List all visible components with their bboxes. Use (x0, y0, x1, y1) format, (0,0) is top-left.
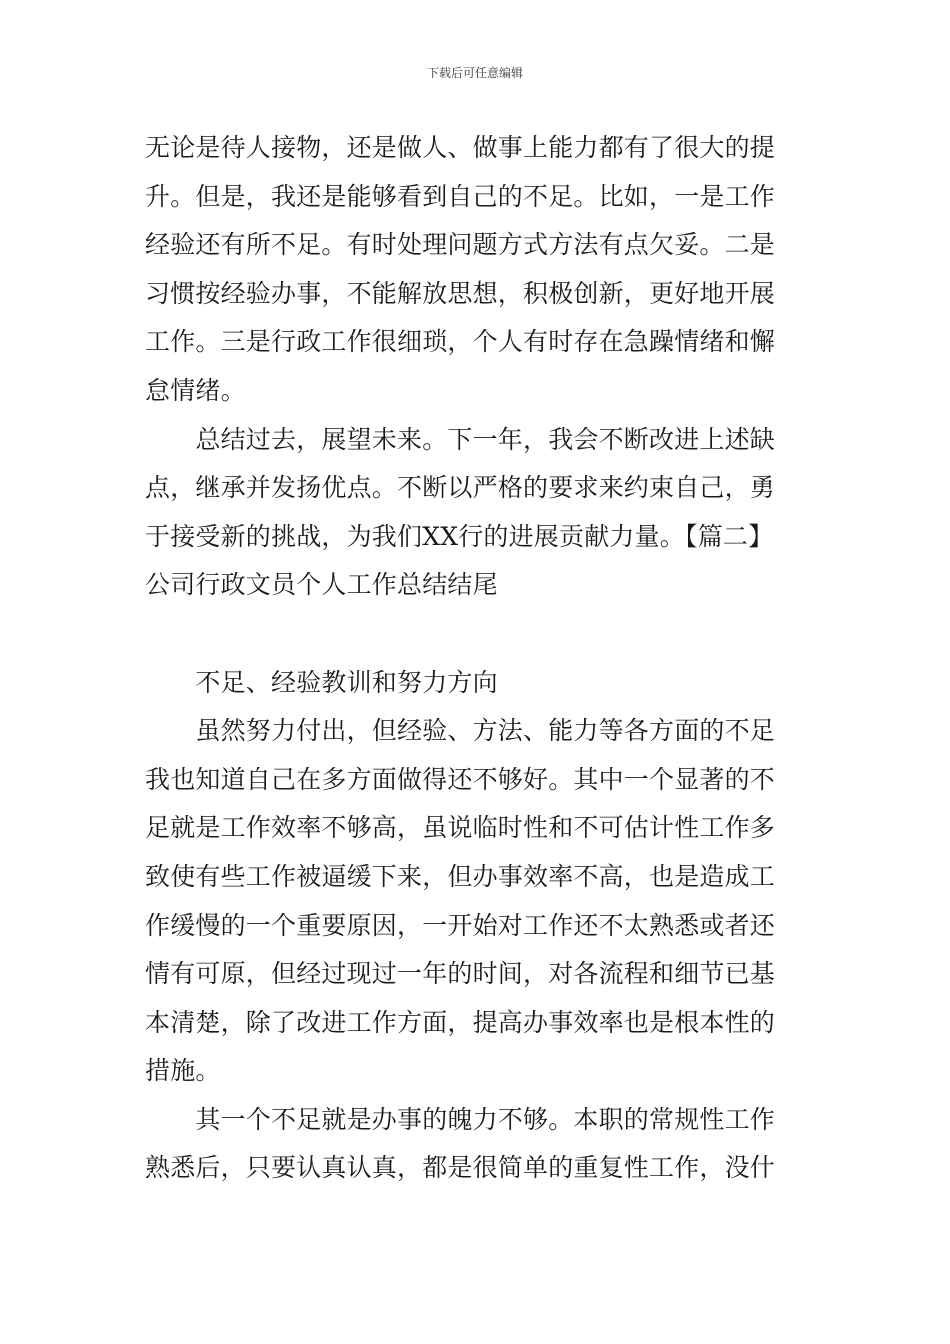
text-line: 习惯按经验办事，不能解放思想，积极创新，更好地开展 (145, 278, 776, 308)
text-line: 虽然努力付出，但经验、方法、能力等各方面的不足 (145, 716, 776, 746)
page-header-note: 下载后可任意编辑 (426, 66, 523, 80)
document-body (145, 124, 805, 1193)
text-line: 升。但是，我还是能够看到自己的不足。比如，一是工作 (145, 181, 776, 211)
text-line: 情有可原，但经过现过一年的时间，对各流程和细节已基 (145, 959, 776, 989)
text-line: 无论是待人接物，还是做人、做事上能力都有了很大的提 (145, 133, 776, 162)
text-line: 公司行政文员个人工作总结结尾 (145, 570, 498, 600)
text-line: 本清楚，除了改进工作方面，提高办事效率也是根本性的 (145, 1007, 776, 1037)
text-line: 工作。三是行政工作很细琐，个人有时存在急躁情绪和懈 (145, 327, 776, 357)
text-line: 熟悉后，只要认真认真，都是很简单的重复性工作，没什 (145, 1153, 776, 1183)
text-line: 点，继承并发扬优点。不断以严格的要求来约束自己，勇 (145, 473, 776, 503)
text-line: 我也知道自己在多方面做得还不够好。其中一个显著的不 (145, 764, 776, 794)
text-line: 措施。 (145, 1056, 221, 1086)
blank-line (145, 610, 805, 659)
section-heading: 不足、经验教训和努力方向 (145, 667, 498, 697)
text-line: 怠情绪。 (145, 375, 246, 405)
text-line: 作缓慢的一个重要原因，一开始对工作还不太熟悉或者还 (145, 910, 776, 940)
text-line: 于接受新的挑战，为我们XX行的进展贡献力量。【篇二】 (145, 521, 774, 551)
text-line: 其一个不足就是办事的魄力不够。本职的常规性工作 (145, 1104, 776, 1134)
text-line: 致使有些工作被逼缓下来，但办事效率不高，也是造成工 (145, 861, 776, 891)
text-line: 总结过去，展望未来。下一年，我会不断改进上述缺 (145, 424, 776, 454)
text-line: 足就是工作效率不够高，虽说临时性和不可估计性工作多 (145, 813, 776, 843)
text-line: 经验还有所不足。有时处理问题方式方法有点欠妥。二是 (145, 230, 776, 260)
